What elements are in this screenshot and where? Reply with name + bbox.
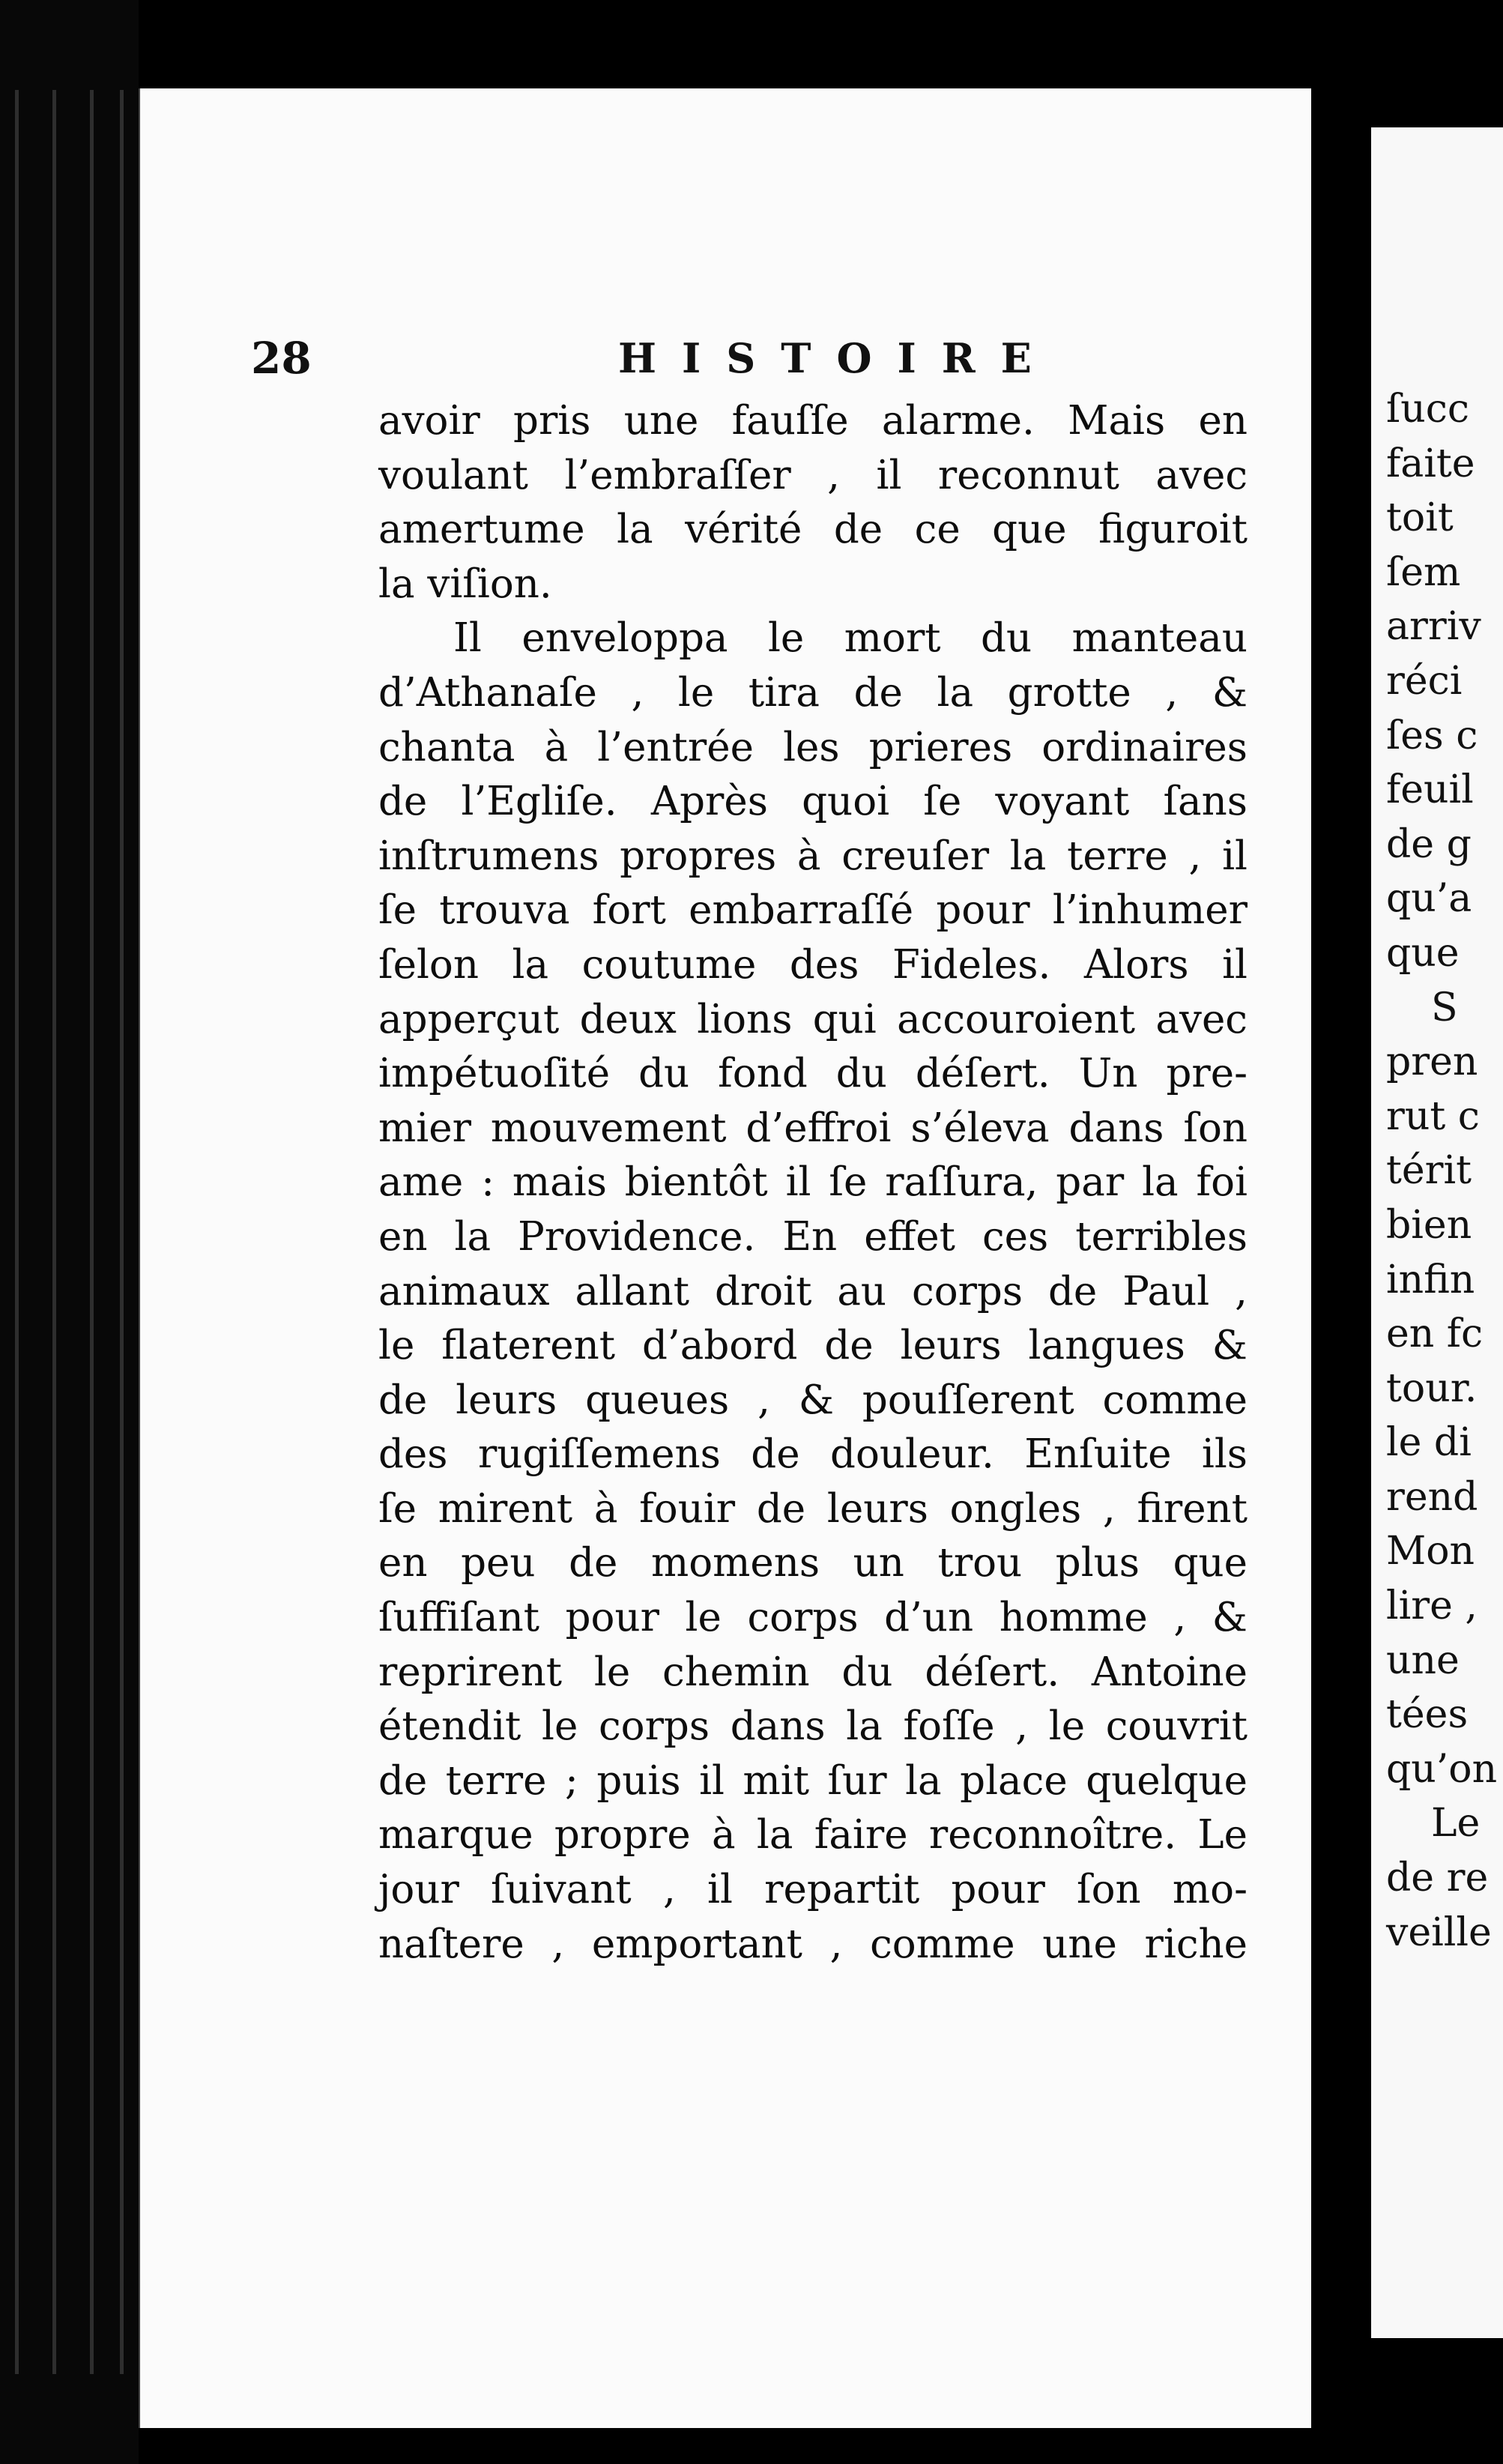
adjacent-text-line: infin bbox=[1386, 1257, 1475, 1302]
text-line: en peu de momens un trou plus que bbox=[378, 1540, 1248, 1586]
text-line: impétuoſité du fond du déſert. Un pre- bbox=[378, 1051, 1248, 1097]
text-line: reprirent le chemin du déſert. Antoine bbox=[378, 1649, 1248, 1695]
text-line: ame : mais bientôt il ſe raſſura, par la foi bbox=[378, 1159, 1248, 1206]
adjacent-text-line: ſem bbox=[1386, 549, 1461, 595]
page-gutter bbox=[1311, 0, 1371, 2464]
running-title: HISTOIRE bbox=[618, 334, 1057, 382]
adjacent-text-line: de g bbox=[1386, 821, 1472, 867]
adjacent-text-line: Mon bbox=[1386, 1529, 1475, 1574]
body-text bbox=[378, 394, 1248, 1972]
adjacent-text-line: bien bbox=[1386, 1202, 1472, 1248]
adjacent-text-line: ſucc bbox=[1386, 387, 1469, 432]
binding-edge bbox=[120, 90, 124, 2374]
text-line: voulant l’embraſſer , il reconnut avec bbox=[378, 452, 1248, 498]
binding-edge bbox=[15, 90, 19, 2374]
text-line: inſtrumens propres à creuſer la terre , il bbox=[378, 833, 1248, 879]
text-line: marque propre à la faire reconnoître. Le bbox=[378, 1812, 1248, 1858]
text-line: Il enveloppa le mort du manteau bbox=[453, 615, 1248, 662]
text-line: de l’Egliſe. Après quoi ſe voyant ſans bbox=[378, 779, 1248, 825]
text-line: ſelon la coutume des Fideles. Alors il bbox=[378, 941, 1248, 988]
adjacent-text-line: faite bbox=[1386, 441, 1475, 486]
adjacent-text-line: le di bbox=[1386, 1420, 1472, 1466]
adjacent-text-line: térit bbox=[1386, 1148, 1472, 1194]
text-line: la viſion. bbox=[378, 561, 552, 607]
adjacent-text-line: réci bbox=[1386, 658, 1463, 704]
adjacent-text-line: qu’on bbox=[1386, 1746, 1498, 1792]
adjacent-text-line: tées bbox=[1386, 1692, 1469, 1738]
text-line: mier mouvement d’effroi s’éleva dans ſon bbox=[378, 1105, 1248, 1151]
binding-edge bbox=[90, 90, 94, 2374]
adjacent-text-line: toit bbox=[1386, 495, 1454, 541]
text-line: d’Athanaſe , le tira de la grotte , & bbox=[378, 669, 1248, 716]
adjacent-text-line: S bbox=[1431, 985, 1458, 1030]
adjacent-text-line: veille bbox=[1386, 1909, 1492, 1955]
adjacent-text-line: tour. bbox=[1386, 1365, 1478, 1411]
text-line: des rugiſſemens de douleur. Enſuite ils bbox=[378, 1431, 1248, 1478]
adjacent-text-line: que bbox=[1386, 930, 1460, 976]
text-line: naſtere , emportant , comme une riche bbox=[378, 1921, 1248, 1967]
text-line: de terre ; puis il mit ſur la place quelque bbox=[378, 1757, 1248, 1804]
text-line: de leurs queues , & pouſſerent comme bbox=[378, 1377, 1248, 1423]
text-line: ſuffiſant pour le corps d’un homme , & bbox=[378, 1595, 1248, 1641]
text-line: apperçut deux lions qui accouroient avec bbox=[378, 996, 1248, 1042]
adjacent-text-line: arriv bbox=[1386, 604, 1481, 650]
adjacent-text-line: de re bbox=[1386, 1855, 1489, 1901]
text-line: chanta à l’entrée les prieres ordinaires bbox=[378, 724, 1248, 770]
adjacent-text-line: qu’a bbox=[1386, 876, 1472, 922]
binding-edge bbox=[52, 90, 56, 2374]
text-line: avoir pris une fauſſe alarme. Mais en bbox=[378, 398, 1248, 444]
adjacent-text-line: rend bbox=[1386, 1474, 1478, 1520]
text-line: jour ſuivant , il repartit pour ſon mo- bbox=[378, 1867, 1248, 1913]
adjacent-text-line: une bbox=[1386, 1637, 1460, 1683]
running-head bbox=[251, 328, 1270, 388]
adjacent-text-line: ſes c bbox=[1386, 713, 1478, 758]
text-line: animaux allant droit au corps de Paul , bbox=[378, 1268, 1248, 1314]
adjacent-text-line: lire , bbox=[1386, 1583, 1478, 1629]
text-line: ſe trouva fort embarraſſé pour l’inhumer bbox=[378, 887, 1248, 934]
adjacent-text-line: Le bbox=[1431, 1801, 1481, 1847]
page-number: 28 bbox=[251, 333, 312, 384]
text-line: étendit le corps dans la foſſe , le couvrit bbox=[378, 1703, 1248, 1750]
text-line: ſe mirent à fouir de leurs ongles , firent bbox=[378, 1485, 1248, 1532]
adjacent-page-text bbox=[1386, 382, 1497, 1960]
adjacent-text-line: pren bbox=[1386, 1039, 1478, 1085]
text-line: le flaterent d’abord de leurs langues & bbox=[378, 1323, 1248, 1369]
adjacent-page bbox=[1371, 127, 1503, 2338]
text-line: amertume la vérité de ce que figuroit bbox=[378, 507, 1248, 553]
adjacent-text-line: rut c bbox=[1386, 1093, 1480, 1139]
text-line: en la Providence. En effet ces terribles bbox=[378, 1213, 1248, 1260]
book-binding bbox=[0, 0, 139, 2464]
adjacent-text-line: feuil bbox=[1386, 767, 1474, 813]
adjacent-text-line: en fc bbox=[1386, 1311, 1484, 1357]
